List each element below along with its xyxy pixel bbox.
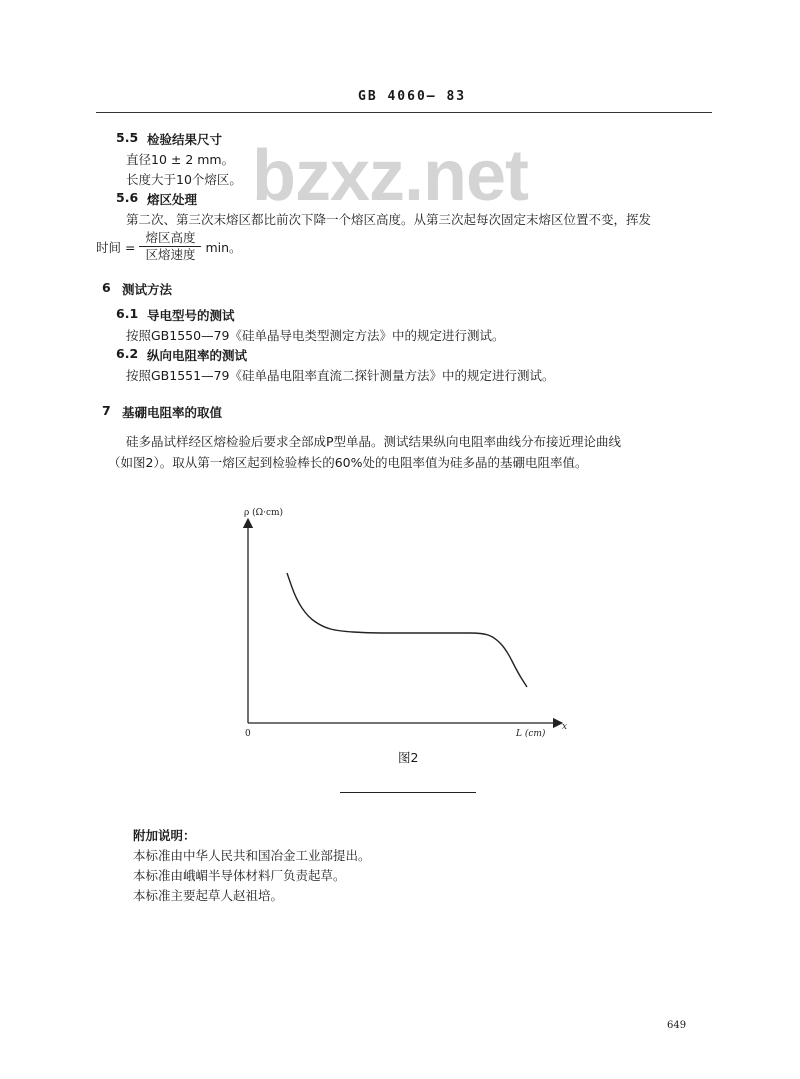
volatilization-time-formula bbox=[96, 230, 242, 263]
notes-line1: 本标准由中华人民共和国冶金工业部提出。 bbox=[133, 848, 371, 863]
section-6-1-number: 6.1 bbox=[116, 306, 139, 321]
notes-line2: 本标准由峨嵋半导体材料厂负责起草。 bbox=[133, 868, 346, 883]
section-6-2-title: 纵向电阻率的测试 bbox=[147, 348, 248, 363]
section-7-title: 基硼电阻率的取值 bbox=[122, 405, 223, 420]
y-axis-label: ρ (Ω·cm) bbox=[244, 508, 284, 518]
watermark: bzxz.net bbox=[252, 136, 529, 216]
origin-label: 0 bbox=[245, 729, 251, 739]
standard-code-header: GB 4060— 83 bbox=[358, 89, 467, 104]
section-6-1-title: 导电型号的测试 bbox=[147, 308, 235, 323]
section-6-number: 6 bbox=[102, 280, 111, 295]
formula-lhs: 时间 = bbox=[96, 239, 136, 255]
page-number: 649 bbox=[667, 1020, 687, 1031]
section-5-5-line2: 长度大于10个熔区。 bbox=[126, 172, 242, 187]
notes-line3: 本标准主要起草人赵祖培。 bbox=[133, 888, 284, 903]
section-5-5-title: 检验结果尺寸 bbox=[147, 132, 223, 147]
resistivity-curve-line bbox=[287, 573, 527, 687]
section-6-title: 测试方法 bbox=[122, 282, 173, 297]
section-5-6-number: 5.6 bbox=[116, 190, 139, 205]
x-axis-letter: x bbox=[562, 722, 568, 732]
x-axis-label: L (cm) bbox=[516, 729, 546, 739]
formula-unit: min。 bbox=[205, 239, 242, 255]
section-6-2-text: 按照GB1551—79《硅单晶电阻率直流二探针测量方法》中的规定进行测试。 bbox=[126, 368, 555, 383]
section-5-5-line1: 直径10 ± 2 mm。 bbox=[126, 152, 235, 167]
end-rule bbox=[340, 792, 476, 793]
section-6-1-text: 按照GB1550—79《硅单晶导电类型测定方法》中的规定进行测试。 bbox=[126, 328, 505, 343]
section-5-6-title: 熔区处理 bbox=[147, 192, 198, 207]
section-7-paragraph-line1: 硅多晶试样经区熔检验后要求全部成P型单晶。测试结果纵向电阻率曲线分布接近理论曲线 bbox=[126, 434, 622, 449]
formula-denominator: 区熔速度 bbox=[145, 247, 196, 262]
section-6-2-number: 6.2 bbox=[116, 346, 139, 361]
figure-caption: 图2 bbox=[398, 750, 419, 765]
section-7-paragraph-line2: （如图2）。取从第一熔区起到检验棒长的60%处的电阻率值为硅多晶的基硼电阻率值。 bbox=[108, 455, 588, 470]
section-5-5-number: 5.5 bbox=[116, 130, 139, 145]
header-rule bbox=[96, 112, 712, 113]
section-5-6-line1: 第二次、第三次末熔区都比前次下降一个熔区高度。从第三次起每次固定末熔区位置不变，挥发 bbox=[126, 212, 652, 227]
figure-2-resistivity-curve bbox=[220, 495, 600, 745]
section-7-number: 7 bbox=[102, 403, 111, 418]
notes-title: 附加说明： bbox=[133, 828, 196, 843]
formula-numerator: 熔区高度 bbox=[139, 230, 201, 247]
